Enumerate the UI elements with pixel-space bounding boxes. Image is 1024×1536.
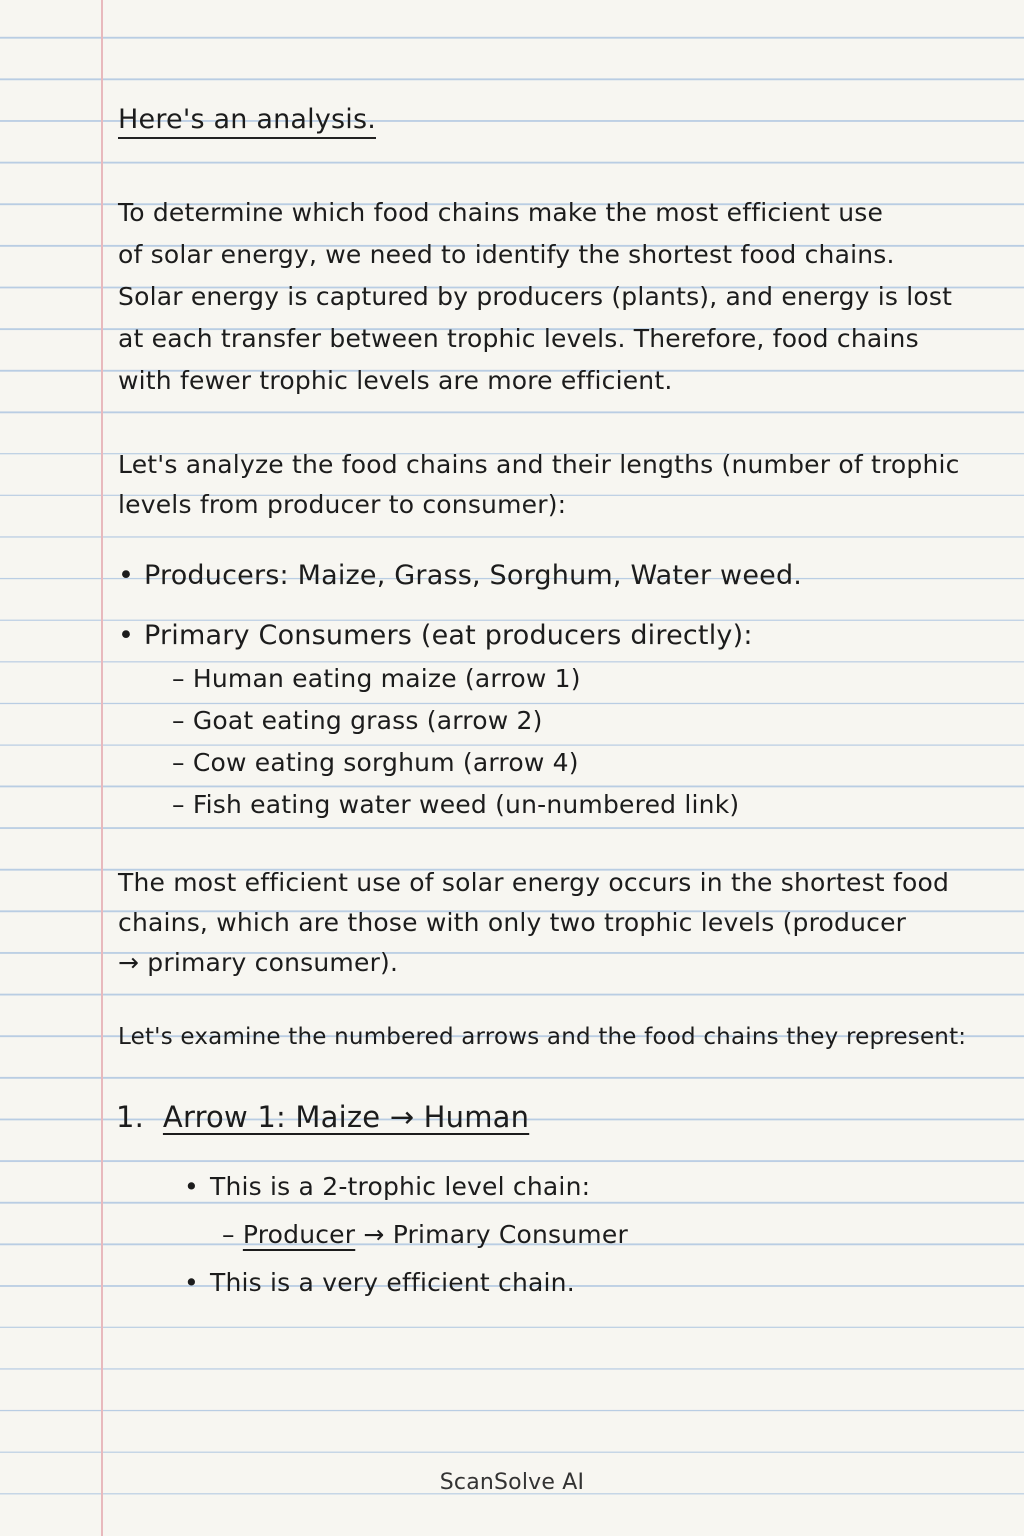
item-1-title xyxy=(116,1100,529,1134)
item-1-point-1 xyxy=(184,1172,590,1201)
bullet-producers xyxy=(118,560,802,591)
item-1-producer: Producer xyxy=(242,1220,356,1249)
item-1-title-text: Arrow 1: Maize → Human xyxy=(162,1100,530,1134)
footer-brand: ScanSolve AI xyxy=(439,1470,585,1495)
examine-line: Let's examine the numbered arrows and the food chains they represent: xyxy=(118,1024,967,1050)
primary-item-human: – Human eating maize (arrow 1) xyxy=(172,664,581,693)
analyze-line-1: Let's analyze the food chains and their lengths (number of trophic xyxy=(118,450,960,479)
item-1-point-2-text: This is a very efficient chain. xyxy=(210,1268,575,1297)
analyze-line-2: levels from producer to consumer): xyxy=(118,490,567,519)
item-1-arrow-rest: → Primary Consumer xyxy=(355,1220,628,1249)
intro-line-3: Solar energy is captured by producers (plants), and energy is lost xyxy=(118,282,953,311)
page-heading: Here's an analysis. xyxy=(118,104,376,139)
item-1-chain xyxy=(222,1220,628,1249)
bullet-dot: • xyxy=(118,620,135,651)
bullet-dot: • xyxy=(118,560,135,591)
efficient-line-2: chains, which are those with only two trophic levels (producer xyxy=(118,908,907,937)
primary-item-goat: – Goat eating grass (arrow 2) xyxy=(172,706,543,735)
item-1-number: 1. xyxy=(116,1100,145,1134)
intro-line-1: To determine which food chains make the most efficient use xyxy=(118,198,884,227)
primary-item-cow: – Cow eating sorghum (arrow 4) xyxy=(172,748,579,777)
intro-line-4: at each transfer between trophic levels. Therefore, food chains xyxy=(118,324,919,353)
bullet-dot: • xyxy=(184,1172,199,1201)
bullet-dot: • xyxy=(184,1268,199,1297)
bullet-primary-text: Primary Consumers (eat producers directly): xyxy=(144,620,753,651)
intro-line-5: with fewer trophic levels are more efficient. xyxy=(118,366,673,395)
bullet-producers-text: Producers: Maize, Grass, Sorghum, Water weed. xyxy=(144,560,803,591)
intro-line-2: of solar energy, we need to identify the shortest food chains. xyxy=(118,240,895,269)
efficient-line-1: The most efficient use of solar energy occurs in the shortest food xyxy=(118,868,950,897)
efficient-line-3: → primary consumer). xyxy=(118,948,399,977)
item-1-dash: – xyxy=(222,1220,235,1249)
item-1-point-1-text: This is a 2-trophic level chain: xyxy=(210,1172,591,1201)
bullet-primary-consumers xyxy=(118,620,753,651)
primary-item-fish: – Fish eating water weed (un-numbered link) xyxy=(172,790,740,819)
item-1-point-2 xyxy=(184,1268,575,1297)
